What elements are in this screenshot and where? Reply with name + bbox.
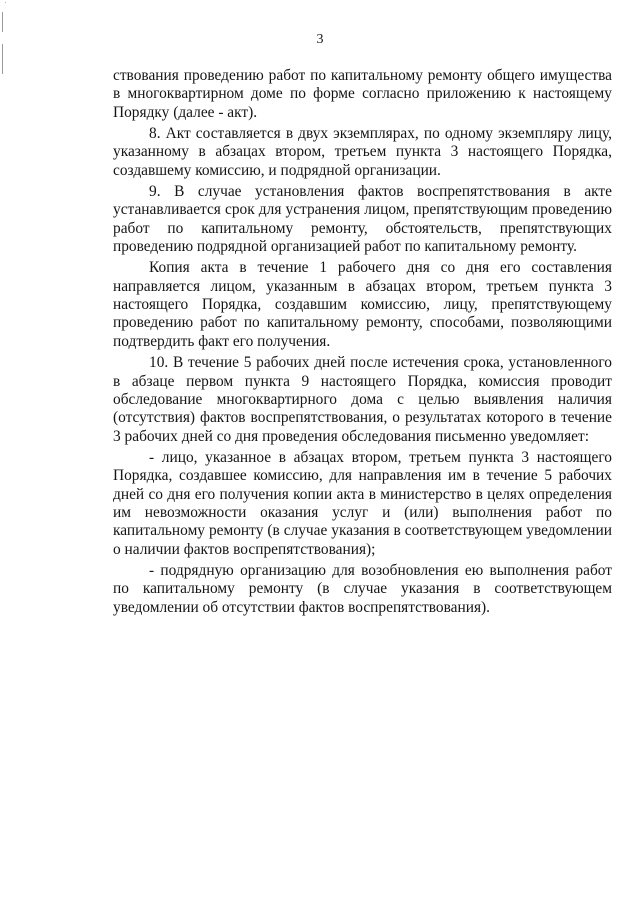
paragraph-item-8: 8. Акт составляется в двух экземплярах, по одному экземпляру лицу, указанному в абзацах втором, третьем пункта 3 настоящего Порядка, создавшему комиссию, и подрядной организации. <box>113 125 612 179</box>
list-item-notify-person: - лицо, указанное в абзацах втором, третьем пункта 3 настоящего Порядка, создавшее комиссию, для направления им в течение 5 рабочих дней со дня его получения копии акта в министерство в целях определения им невозможности оказания услуг и (или) выполнения работ по капитальному ремонту (в случае указания в соответствующем уведомлении о наличии фактов воспрепятствования); <box>113 448 612 558</box>
paragraph-act-copy: Копия акта в течение 1 рабочего дня со дня его составления направляется лицом, указанным в абзацах втором, третьем пункта 3 настоящего Порядка, создавшим комиссию, лицу, препятствующему проведению работ по капитальному ремонту, способами, позволяющими подтвердить факт его получения. <box>113 259 612 350</box>
scan-margin-mark <box>2 12 3 32</box>
document-body <box>113 67 612 620</box>
paragraph-continuation: ствования проведению работ по капитальному ремонту общего имущества в многоквартирном доме по форме согласно приложению к настоящему Порядку (далее - акт). <box>113 67 612 121</box>
page-number: 3 <box>316 32 324 47</box>
scan-margin-mark <box>2 44 3 74</box>
scan-speck <box>5 2 6 3</box>
paragraph-item-9: 9. В случае установления фактов воспрепятствования в акте устанавливается срок для устранения лицом, препятствующим проведению работ по капитальному ремонту, обстоятельств, препятствующих проведению подрядной организацией работ по капитальному ремонту. <box>113 183 612 256</box>
paragraph-item-10: 10. В течение 5 рабочих дней после истечения срока, установленного в абзаце первом пункта 9 настоящего Порядка, комиссия проводит обследование многоквартирного дома с целью выявления наличия (отсутствия) фактов воспрепятствования, о результатах которого в течение 3 рабочих дней со дня проведения обследования письменно уведомляет: <box>113 354 612 445</box>
list-item-notify-contractor: - подрядную организацию для возобновления ею выполнения работ по капитальному ремонту (в случае указания в соответствующем уведомлении об отсутствии фактов воспрепятствования). <box>113 561 612 616</box>
